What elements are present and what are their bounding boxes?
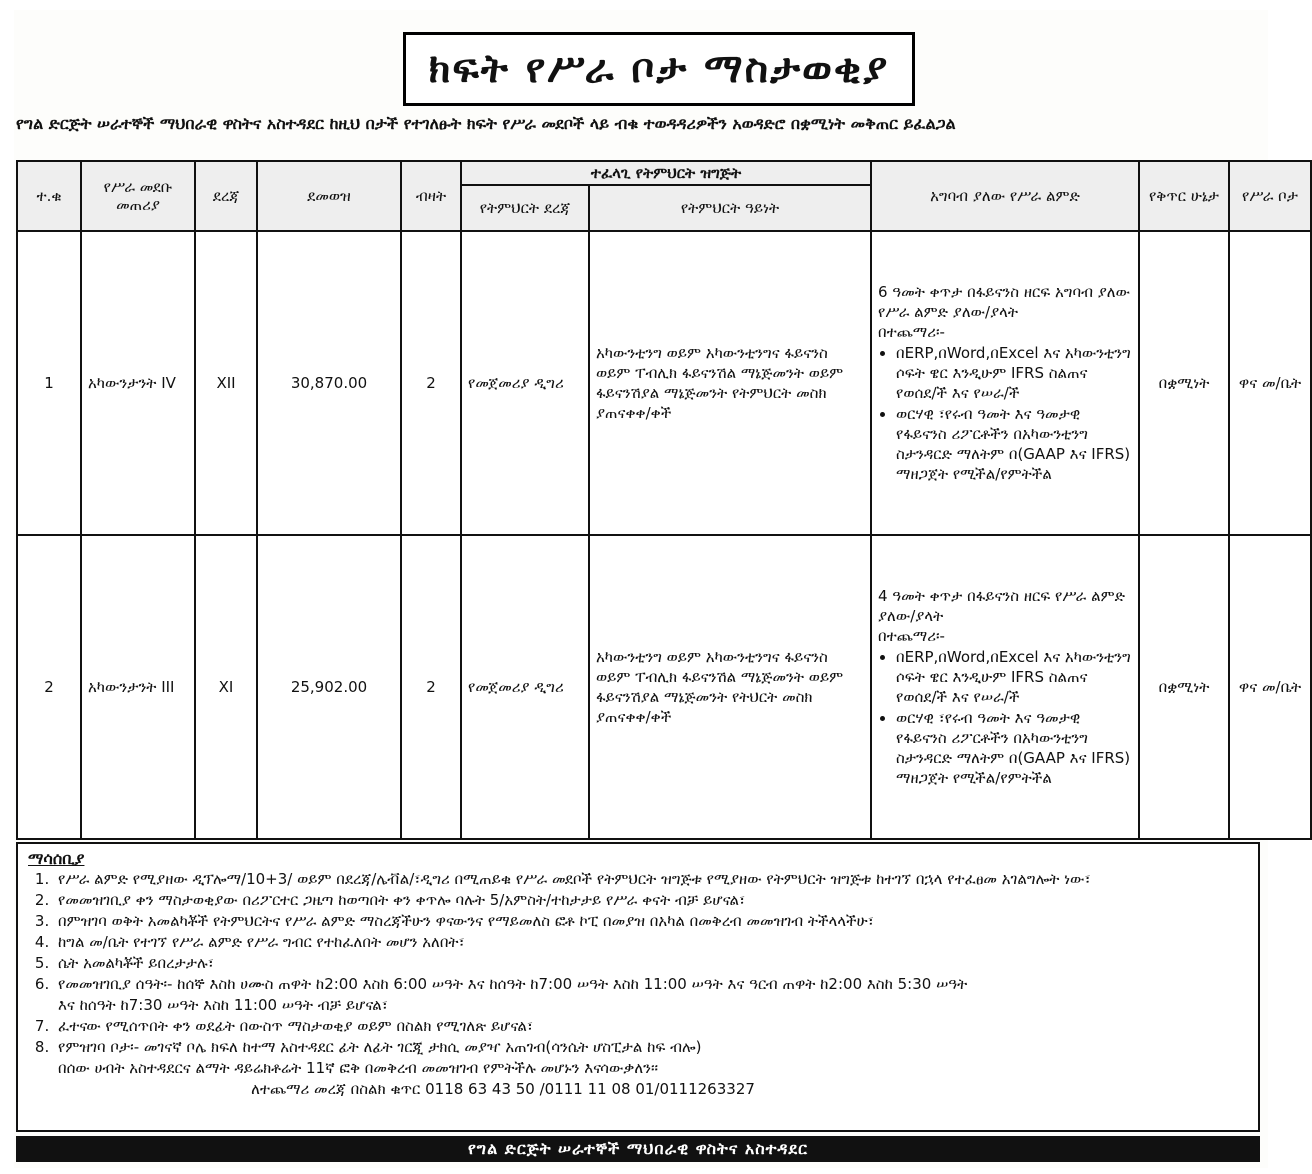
jobs-table <box>16 160 1312 840</box>
list-item: 1. የሥራ ልምድ የሚያዘው ዲፕሎማ/10+3/ ወይም በደረጃ/ሌቭል/፣ዲግሪ በሚጠይቁ የሥራ መደቦች የትምህርት ዝግጅቱ የሚያዘው የትምህርት ዝግጅቱ ከተገኘ በኋላ የተፈፀመ አገልግሎት ነው፣ <box>54 869 1248 890</box>
notes-list <box>54 869 1248 1100</box>
note-continuation: በሰው ሀብት አስተዳደርና ልማት ዳይሬክቶሬት 11ኛ ፎቅ በመቅረብ መመዝገብ የምትችሉ መሆኑን እናሳውቃለን፡፡ <box>58 1059 659 1077</box>
row-grade: XII <box>195 231 257 535</box>
row-experience <box>871 535 1139 839</box>
header-education-type: የትምህርት ዓይነት <box>589 185 871 231</box>
header-experience: አግባብ ያለው የሥራ ልምድ <box>871 161 1139 231</box>
header-salary: ደመወዝ <box>257 161 401 231</box>
header-location: የሥራ ቦታ <box>1229 161 1311 231</box>
row-education-level: የመጀመሪያ ዲግሪ <box>461 231 589 535</box>
row-employment: በቋሚነት <box>1139 535 1229 839</box>
experience-intro: 6 ዓመት ቀጥታ በፋይናንስ ዘርፍ አግባብ ያለው የሥራ ልምድ ያለው/ያላት <box>878 283 1130 321</box>
row-grade: XI <box>195 535 257 839</box>
row-education-level: የመጀመሪያ ዲግሪ <box>461 535 589 839</box>
list-item <box>54 974 1248 1016</box>
list-item: 5. ሴት አመልካቾች ይበረታታሉ፣ <box>54 953 1248 974</box>
header-no: ተ.ቁ <box>17 161 81 231</box>
notes-box <box>16 842 1260 1132</box>
row-position: አካውንታንት IV <box>81 231 195 535</box>
note-text: የመመዝገቢያ ሰዓት፡- ከሰኞ እስከ ሀሙስ ጠዋት ከ2:00 እስከ 6:00 ሠዓት እና ከሰዓት ከ7:00 ሠዓት እስከ 11:00 ሠዓት እና ዓርብ ጠዋት ከ2:00 እስከ 5:30 ሠዓት <box>58 975 968 993</box>
row-salary: 25,902.00 <box>257 535 401 839</box>
experience-additional: በተጨማሪ፡- <box>878 323 945 341</box>
table-row <box>17 231 1311 535</box>
header-grade: ደረጃ <box>195 161 257 231</box>
row-education-type: አካውንቲንግ ወይም አካውንቲንግና ፋይናንስ ወይም ፐብሊክ ፋይናንሽል ማኔጅመንት ወይም ፋይናንሽያል ማኔጅመንት የትህርት መስክ ያጠናቀቀ/ቀች <box>589 535 871 839</box>
row-experience <box>871 231 1139 535</box>
row-no: 1 <box>17 231 81 535</box>
experience-list <box>896 343 1132 484</box>
row-location: ዋና መ/ቤት <box>1229 535 1311 839</box>
header-position: የሥራ መደቡ መጠሪያ <box>81 161 195 231</box>
header-education-level: የትምህርት ደረጃ <box>461 185 589 231</box>
list-item: 4. ከግል መ/ቤት የተገኘ የሥራ ልምድ የሥራ ግብር የተከፈለበት መሆን አለበት፣ <box>54 932 1248 953</box>
row-quantity: 2 <box>401 231 461 535</box>
list-item: 2. የመመዝገቢያ ቀን ማስታወቂያው በሪፖርተር ጋዜጣ ከወጣበት ቀን ቀጥሎ ባሉት 5/አምስት/ተከታታይ የሥራ ቀናት ብቻ ይሆናል፣ <box>54 890 1248 911</box>
header-quantity: ብዛት <box>401 161 461 231</box>
list-item: 3. በምዝገባ ወቅት አመልካቾች የትምህርትና የሥራ ልምድ ማስረጃችሁን ዋናውንና የማይመለስ ፎቶ ኮፒ በመያዝ በአካል በመቅረብ መመዝገብ ትችላላችሁ፣ <box>54 911 1248 932</box>
row-position: አካውንታንት III <box>81 535 195 839</box>
contact-phone: ለተጨማሪ መረጃ በስልክ ቁጥር 0118 63 43 50 /0111 11 08 01/0111263327 <box>251 1080 755 1098</box>
note-continuation: እና ከሰዓት ከ7:30 ሠዓት እስከ 11:00 ሠዓት ብቻ ይሆናል፣ <box>58 996 388 1014</box>
page-title: ክፍት የሥራ ቦታ ማስታወቂያ <box>403 32 915 106</box>
note-text: የምዝገባ ቦታ፡- መገናኛ ቦሌ ክፍለ ከተማ አስተዳደር ፊት ለፊት ገርጂ ታክሲ መያዣ አጠገብ(ሳንሴት ሆስፒታል ከፍ ብሎ) <box>58 1038 702 1056</box>
table-row <box>17 535 1311 839</box>
row-employment: በቋሚነት <box>1139 231 1229 535</box>
experience-intro: 4 ዓመት ቀጥታ በፋይናንስ ዘርፍ የሥራ ልምድ ያለው/ያላት <box>878 587 1126 625</box>
list-item: 7. ፈተናው የሚሰጥበት ቀን ወደፊት በውስጥ ማስታወቂያ ወይም በስልክ የሚገለጽ ይሆናል፣ <box>54 1016 1248 1037</box>
list-item: • ወርሃዊ ፣የሩብ ዓመት እና ዓመታዊ የፋይናንስ ሪፖርቶችን በአካውንቲንግ ስታንዳርድ ማለትም በ(GAAP እና IFRS) ማዘጋጀት የሚችል/የምትችል <box>896 708 1132 788</box>
list-item: • በERP,በWord,በExcel እና አካውንቲንግ ሶፍት ዌር እንዲሁም IFRS ስልጠና የወሰደ/ች እና የሠራ/ች <box>896 647 1132 707</box>
row-quantity: 2 <box>401 535 461 839</box>
list-item: • በERP,በWord,በExcel እና አካውንቲንግ ሶፍት ዌር እንዲሁም IFRS ስልጠና የወሰደ/ች እና የሠራ/ች <box>896 343 1132 403</box>
experience-additional: በተጨማሪ፡- <box>878 627 945 645</box>
list-item <box>54 1037 1248 1100</box>
list-item: • ወርሃዊ ፣የሩብ ዓመት እና ዓመታዊ የፋይናንስ ሪፖርቶችን በአካውንቲንግ ስታንዳርድ ማለትም በ(GAAP እና IFRS) ማዘጋጀት የሚችል/የምትችል <box>896 404 1132 484</box>
intro-paragraph: የግል ድርጅት ሠራተኞች ማህበራዊ ዋስትና አስተዳደር ከዚህ በታች የተገለፁት ክፍት የሥራ መደቦች ላይ ብቁ ተወዳዳሪዎችን አወዳድሮ በቋሚነት መቅጠር ይፈልጋል <box>16 114 956 133</box>
row-location: ዋና መ/ቤት <box>1229 231 1311 535</box>
row-no: 2 <box>17 535 81 839</box>
row-salary: 30,870.00 <box>257 231 401 535</box>
experience-list <box>896 647 1132 788</box>
header-education-group: ተፈላጊ የትምህርት ዝግጅት <box>461 161 871 185</box>
header-employment: የቅጥር ሁኔታ <box>1139 161 1229 231</box>
row-education-type: አካውንቲንግ ወይም አካውንቲንግና ፋይናንስ ወይም ፐብሊክ ፋይናንሽል ማኔጅመንት ወይም ፋይናንሽያል ማኔጅመንት የትምህርት መስክ ያጠናቀቀ/ቀች <box>589 231 871 535</box>
footer-org-name: የግል ድርጅት ሠራተኞች ማህበራዊ ዋስትና አስተዳደር <box>16 1136 1260 1162</box>
notes-title: ማሳሰቢያ <box>28 849 85 868</box>
